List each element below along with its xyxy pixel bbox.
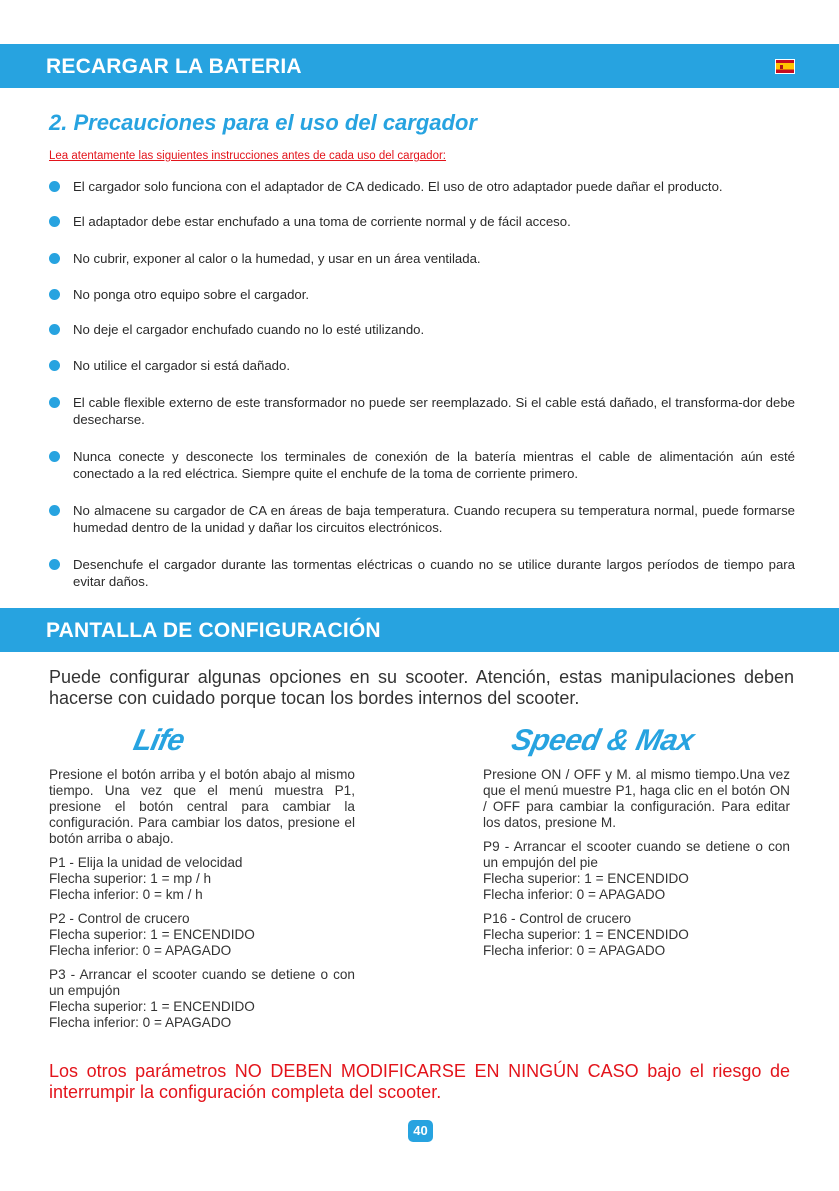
bullet-dot-icon bbox=[49, 451, 60, 462]
list-item bbox=[49, 213, 795, 230]
param-title: P9 - Arrancar el scooter cuando se detiene o con un empujón del pie bbox=[483, 839, 790, 870]
bullet-dot-icon bbox=[49, 505, 60, 516]
header-title: RECARGAR LA BATERIA bbox=[46, 55, 302, 78]
param-title: P1 - Elija la unidad de velocidad bbox=[49, 855, 243, 870]
list-item bbox=[49, 286, 795, 303]
header-banner bbox=[0, 44, 839, 88]
param-up: Flecha superior: 1 = ENCENDIDO bbox=[483, 871, 689, 886]
speed-logo-text: Speed bbox=[508, 724, 604, 757]
precautions-intro: Lea atentamente las siguientes instrucciones antes de cada uso del cargador: bbox=[49, 150, 447, 162]
bullet-dot-icon bbox=[49, 559, 60, 570]
ampersand-text: & bbox=[603, 724, 633, 757]
list-item bbox=[49, 357, 795, 374]
list-item bbox=[49, 556, 795, 590]
speed-max-description: Presione ON / OFF y M. al mismo tiempo.Una vez que el menú muestre P1, haga clic en el botón ON / OFF para cambiar la configuración. Para editar los datos, presione M. bbox=[483, 767, 790, 830]
param-title: P16 - Control de crucero bbox=[483, 911, 632, 926]
list-item-text: El adaptador debe estar enchufado a una toma de corriente normal y de fácil acceso. bbox=[73, 214, 571, 229]
list-item-text: Desenchufe el cargador durante las tormentas eléctricas o cuando no se utilice durante largos períodos de tiempo para evitar daños. bbox=[73, 557, 795, 589]
bullet-dot-icon bbox=[49, 253, 60, 264]
param-down: Flecha inferior: 0 = APAGADO bbox=[49, 1015, 232, 1030]
list-item-text: No almacene su cargador de CA en áreas de baja temperatura. Cuando recupera su temperatura normal, puede formarse humedad dentro de la unidad y dañar los circuitos electrónicos. bbox=[73, 503, 795, 535]
bullet-dot-icon bbox=[49, 360, 60, 371]
life-description: Presione el botón arriba y el botón abajo al mismo tiempo. Una vez que el menú muestra P1, presione el botón central para cambiar la configuración. Para cambiar los datos, presione el botón arriba o abajo. bbox=[49, 767, 355, 846]
param-block bbox=[483, 839, 790, 903]
list-item-text: Nunca conecte y desconecte los terminales de conexión de la batería mientras el cable de alimentación aún esté conectado a la red eléctrica. Siempre quite el enchufe de la toma de corriente primero. bbox=[73, 449, 795, 481]
bullet-dot-icon bbox=[49, 181, 60, 192]
config-banner bbox=[0, 608, 839, 652]
list-item bbox=[49, 502, 795, 536]
param-block bbox=[49, 911, 355, 959]
list-item bbox=[49, 178, 795, 195]
speed-max-settings-column bbox=[483, 767, 790, 967]
max-logo-text: Max bbox=[632, 724, 697, 757]
list-item-text: No utilice el cargador si está dañado. bbox=[73, 358, 290, 373]
list-item-text: No ponga otro equipo sobre el cargador. bbox=[73, 287, 310, 302]
param-title: P3 - Arrancar el scooter cuando se detiene o con un empujón bbox=[49, 967, 355, 998]
param-up: Flecha superior: 1 = ENCENDIDO bbox=[483, 927, 689, 942]
param-title: P2 - Control de crucero bbox=[49, 911, 190, 926]
bullet-dot-icon bbox=[49, 216, 60, 227]
list-item-text: No cubrir, exponer al calor o la humedad, y usar en un área ventilada. bbox=[73, 251, 481, 266]
list-item-text: No deje el cargador enchufado cuando no lo esté utilizando. bbox=[73, 322, 425, 337]
param-block bbox=[49, 967, 355, 1031]
list-item-text: El cable flexible externo de este transformador no puede ser reemplazado. Si el cable está dañado, el transforma-dor debe desecharse. bbox=[73, 395, 795, 427]
config-title: PANTALLA DE CONFIGURACIÓN bbox=[46, 619, 381, 642]
param-down: Flecha inferior: 0 = APAGADO bbox=[483, 943, 666, 958]
list-item-text: El cargador solo funciona con el adaptador de CA dedicado. El uso de otro adaptador puede dañar el producto. bbox=[73, 179, 723, 194]
bullet-dot-icon bbox=[49, 397, 60, 408]
param-up: Flecha superior: 1 = ENCENDIDO bbox=[49, 999, 255, 1014]
life-settings-column bbox=[49, 767, 355, 1039]
param-block bbox=[483, 911, 790, 959]
param-down: Flecha inferior: 0 = km / h bbox=[49, 887, 203, 902]
param-up: Flecha superior: 1 = mp / h bbox=[49, 871, 212, 886]
config-intro: Puede configurar algunas opciones en su scooter. Atención, estas manipulaciones deben hacerse con cuidado porque tocan los bordes internos del scooter. bbox=[49, 667, 794, 708]
param-down: Flecha inferior: 0 = APAGADO bbox=[49, 943, 232, 958]
config-warning: Los otros parámetros NO DEBEN MODIFICARSE EN NINGÚN CASO bajo el riesgo de interrumpir la configuración completa del scooter. bbox=[49, 1061, 790, 1102]
speed-max-logo bbox=[508, 724, 696, 758]
life-logo: Life bbox=[130, 724, 187, 757]
list-item bbox=[49, 448, 795, 482]
list-item bbox=[49, 394, 795, 428]
page-number: 40 bbox=[408, 1120, 433, 1142]
precautions-heading: 2. Precauciones para el uso del cargador bbox=[49, 110, 477, 135]
param-block bbox=[49, 855, 355, 903]
spain-flag-icon bbox=[775, 59, 795, 74]
list-item bbox=[49, 321, 795, 338]
list-item bbox=[49, 250, 795, 267]
bullet-dot-icon bbox=[49, 324, 60, 335]
param-up: Flecha superior: 1 = ENCENDIDO bbox=[49, 927, 255, 942]
bullet-dot-icon bbox=[49, 289, 60, 300]
param-down: Flecha inferior: 0 = APAGADO bbox=[483, 887, 666, 902]
